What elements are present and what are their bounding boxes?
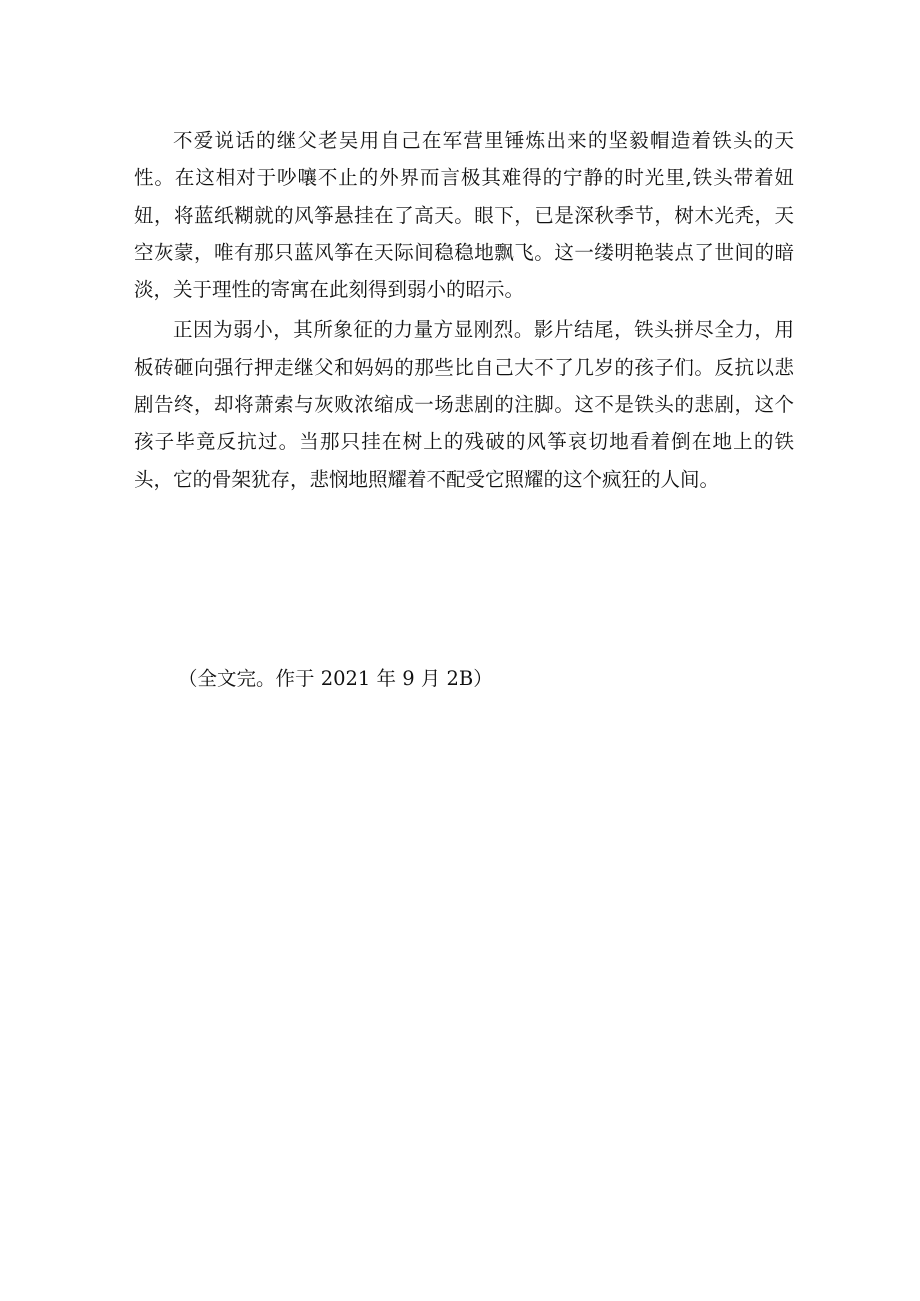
paragraph-2: 正因为弱小，其所象征的力量方显刚烈。影片结尾，铁头拼尽全力，用板砖砸向强行押走继父和妈妈的那些比自己大不了几岁的孩子们。反抗以悲剧告终，却将萧索与灰败浓缩成一场悲剧的注脚。这不是铁头的悲剧，这个孩子毕竟反抗过。当那只挂在树上的残破的风筝哀切地看着倒在地上的铁头，它的骨架犹存，悲悯地照耀着不配受它照耀的这个疯狂的人间。 (134, 318, 794, 491)
paragraph-1: 不爱说话的继父老吴用自己在军营里锤炼出来的坚毅帽造着铁头的天性。在这相对于吵嚷不止的外界而言极其难得的宁静的时光里,铁头带着妞妞，将蓝纸糊就的风筝悬挂在了高天。眼下，已是深秋季节，树木光秃，天空灰蒙，唯有那只蓝风筝在天际间稳稳地飘飞。这一缕明艳装点了世间的暗淡，关于理性的寄寓在此刻得到弱小的昭示。 (134, 129, 794, 302)
document-body (134, 122, 794, 498)
closing-note: （全文完。作于 2021 年 9 月 2B） (178, 667, 493, 690)
